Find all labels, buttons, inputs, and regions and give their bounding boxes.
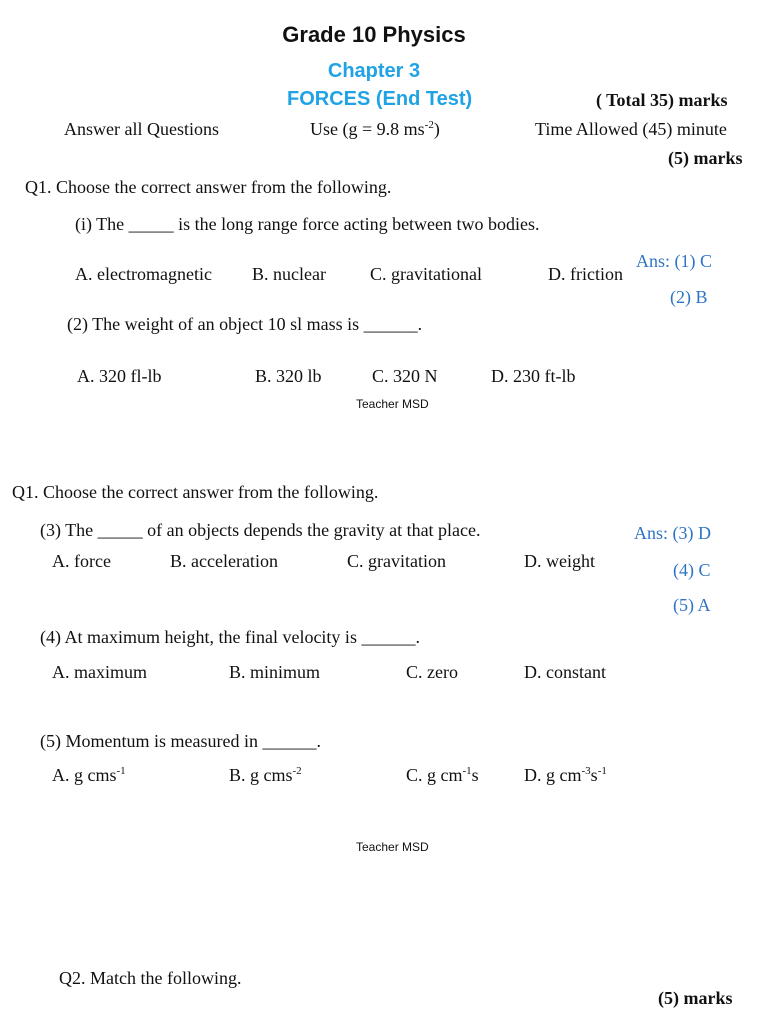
q5-option-c-unit: s	[471, 765, 479, 785]
q5-option-d-text: D. g cm	[524, 765, 582, 785]
q5-option-d-exp1: -3	[581, 765, 591, 777]
question-2-option-d: D. 230 ft-lb	[491, 366, 576, 386]
question-4-stem: (4) At maximum height, the final velocity is ______.	[40, 627, 420, 647]
q1-heading-repeat: Q1. Choose the correct answer from the following.	[12, 482, 379, 502]
q5-option-c-exp: -1	[462, 765, 472, 777]
question-4-option-a: A. maximum	[52, 662, 147, 682]
q5-option-b-text: B. g cms	[229, 765, 293, 785]
question-4-option-c: C. zero	[406, 662, 458, 682]
q5-option-a-text: A. g cms	[52, 765, 117, 785]
answer-1: Ans: (1) C	[636, 251, 712, 271]
total-marks: ( Total 35) marks	[596, 90, 728, 110]
page-title: Grade 10 Physics	[282, 22, 466, 47]
q2-marks: (5) marks	[658, 988, 733, 1008]
question-3-option-c: C. gravitation	[347, 551, 446, 571]
question-3-stem: (3) The _____ of an objects depends the gravity at that place.	[40, 520, 481, 540]
question-5-option-c	[406, 765, 479, 786]
gravity-constant	[310, 119, 440, 140]
footer-teacher: Teacher MSD	[356, 397, 429, 411]
question-4-option-b: B. minimum	[229, 662, 321, 682]
question-2-stem: (2) The weight of an object 10 sl mass is ______.	[67, 314, 423, 334]
answer-4: (4) C	[673, 560, 711, 580]
question-i-option-d: D. friction	[548, 264, 623, 284]
answer-3: Ans: (3) D	[634, 523, 711, 543]
question-3-option-b: B. acceleration	[170, 551, 278, 571]
time-allowed: Time Allowed (45) minute	[535, 119, 727, 139]
q5-option-b-exp: -2	[292, 765, 302, 777]
question-5-option-a	[52, 765, 126, 786]
answer-5: (5) A	[673, 595, 711, 615]
question-i-option-a: A. electromagnetic	[75, 264, 212, 284]
question-5-stem: (5) Momentum is measured in ______.	[40, 731, 321, 751]
instruction: Answer all Questions	[64, 119, 219, 139]
footer-teacher-2: Teacher MSD	[356, 840, 429, 854]
gravity-constant-close: )	[433, 119, 440, 139]
question-5-option-d	[524, 765, 607, 786]
question-2-option-a: A. 320 fl-lb	[77, 366, 162, 386]
test-subtitle: FORCES (End Test)	[287, 88, 473, 110]
question-2-option-b: B. 320 lb	[255, 366, 322, 386]
question-i-stem: (i) The _____ is the long range force acting between two bodies.	[75, 214, 540, 234]
section-marks: (5) marks	[668, 148, 743, 168]
question-5-option-b	[229, 765, 302, 786]
q5-option-a-exp: -1	[116, 765, 126, 777]
q5-option-d-unit: s	[590, 765, 598, 785]
q5-option-c-text: C. g cm	[406, 765, 463, 785]
gravity-constant-text: Use (g = 9.8 ms	[310, 119, 425, 139]
gravity-unit-exponent: -2	[424, 119, 434, 131]
chapter-label: Chapter 3	[327, 60, 421, 82]
question-2-option-c: C. 320 N	[372, 366, 438, 386]
question-4-option-d: D. constant	[524, 662, 606, 682]
q1-heading: Q1. Choose the correct answer from the following.	[25, 177, 392, 197]
question-3-option-a: A. force	[52, 551, 111, 571]
q5-option-d-exp2: -1	[597, 765, 607, 777]
question-i-option-b: B. nuclear	[252, 264, 326, 284]
question-i-option-c: C. gravitational	[370, 264, 482, 284]
q2-heading: Q2. Match the following.	[59, 968, 242, 988]
answer-2: (2) B	[670, 287, 708, 307]
question-3-option-d: D. weight	[524, 551, 595, 571]
